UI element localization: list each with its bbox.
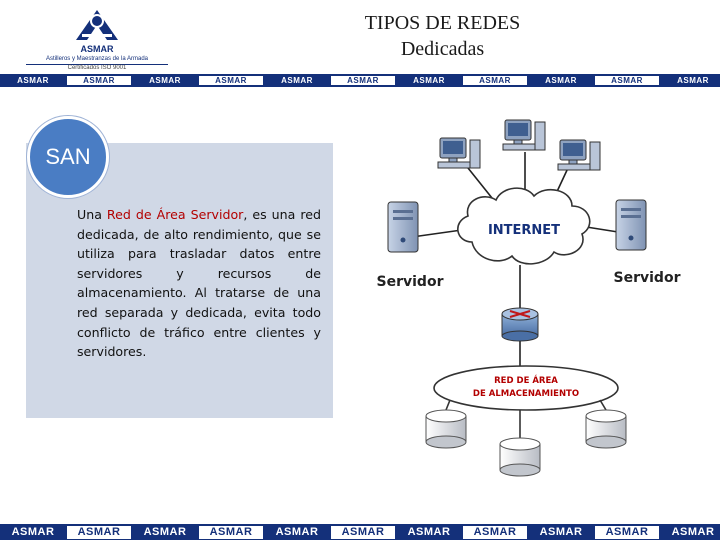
desktop-computer-icon	[503, 120, 545, 150]
slide-title	[300, 10, 585, 62]
band-logo: ASMAR	[529, 526, 593, 539]
band-logo: ASMAR	[199, 526, 263, 539]
band-logo: ASMAR	[529, 76, 593, 85]
storage-label-line1: RED DE ÁREA	[494, 376, 558, 386]
tower-server-icon	[616, 200, 646, 250]
band-logo: ASMAR	[595, 76, 659, 85]
band-logo: ASMAR	[199, 76, 263, 85]
band-logo: ASMAR	[1, 76, 65, 85]
bottom-brand-band	[0, 524, 720, 540]
disk-cylinder-icon	[500, 438, 540, 476]
logo-certification: Certificados ISO 9001	[67, 65, 127, 71]
storage-label-line2: DE ALMACENAMIENTO	[472, 389, 580, 399]
desktop-computer-icon	[438, 138, 480, 168]
desc-text-before: Una	[77, 207, 107, 222]
band-logo: ASMAR	[133, 76, 197, 85]
band-logo: ASMAR	[265, 526, 329, 539]
server-left-label: Servidor	[376, 274, 444, 290]
band-logo: ASMAR	[331, 526, 395, 539]
disk-cylinder-icon	[426, 410, 466, 448]
band-logo: ASMAR	[67, 76, 131, 85]
desc-highlight: Red de Área Servidor	[106, 207, 244, 222]
asmar-logo	[22, 8, 172, 70]
band-logo: ASMAR	[133, 526, 197, 539]
band-logo: ASMAR	[463, 526, 527, 539]
band-logo: ASMAR	[397, 76, 461, 85]
title-line-2: Dedicadas	[400, 38, 485, 60]
server-right-label: Servidor	[613, 270, 681, 286]
logo-subtitle: Astilleros y Maestranzas de la Armada	[45, 56, 149, 62]
band-logo: ASMAR	[463, 76, 527, 85]
logo-brand: ASMAR	[80, 44, 114, 54]
title-line-1: TIPOS DE REDES	[364, 12, 521, 34]
san-description	[77, 205, 321, 362]
san-network-diagram	[360, 110, 700, 505]
band-logo: ASMAR	[265, 76, 329, 85]
router-icon	[502, 308, 538, 341]
asmar-emblem-icon	[74, 8, 120, 42]
band-logo: ASMAR	[661, 76, 720, 85]
desc-text-after: , es una red dedicada, de alto rendimiento, que se utiliza para trasladar datos entre servidores y recursos de almacenamiento. Al tratarse de una red separada y dedicada, evita todo conflicto de tráfico entre clientes y servidores.	[77, 207, 321, 360]
band-logo: ASMAR	[661, 526, 720, 539]
band-logo: ASMAR	[1, 526, 65, 539]
band-logo: ASMAR	[595, 526, 659, 539]
disk-cylinder-icon	[586, 410, 626, 448]
top-brand-band	[0, 74, 720, 87]
storage-network-ellipse	[434, 366, 618, 410]
band-logo: ASMAR	[331, 76, 395, 85]
band-logo: ASMAR	[397, 526, 461, 539]
desktop-computer-icon	[558, 140, 600, 170]
cloud-label: INTERNET	[487, 223, 561, 238]
tower-server-icon	[388, 202, 418, 252]
san-circle-badge: SAN	[27, 116, 109, 198]
band-logo: ASMAR	[67, 526, 131, 539]
